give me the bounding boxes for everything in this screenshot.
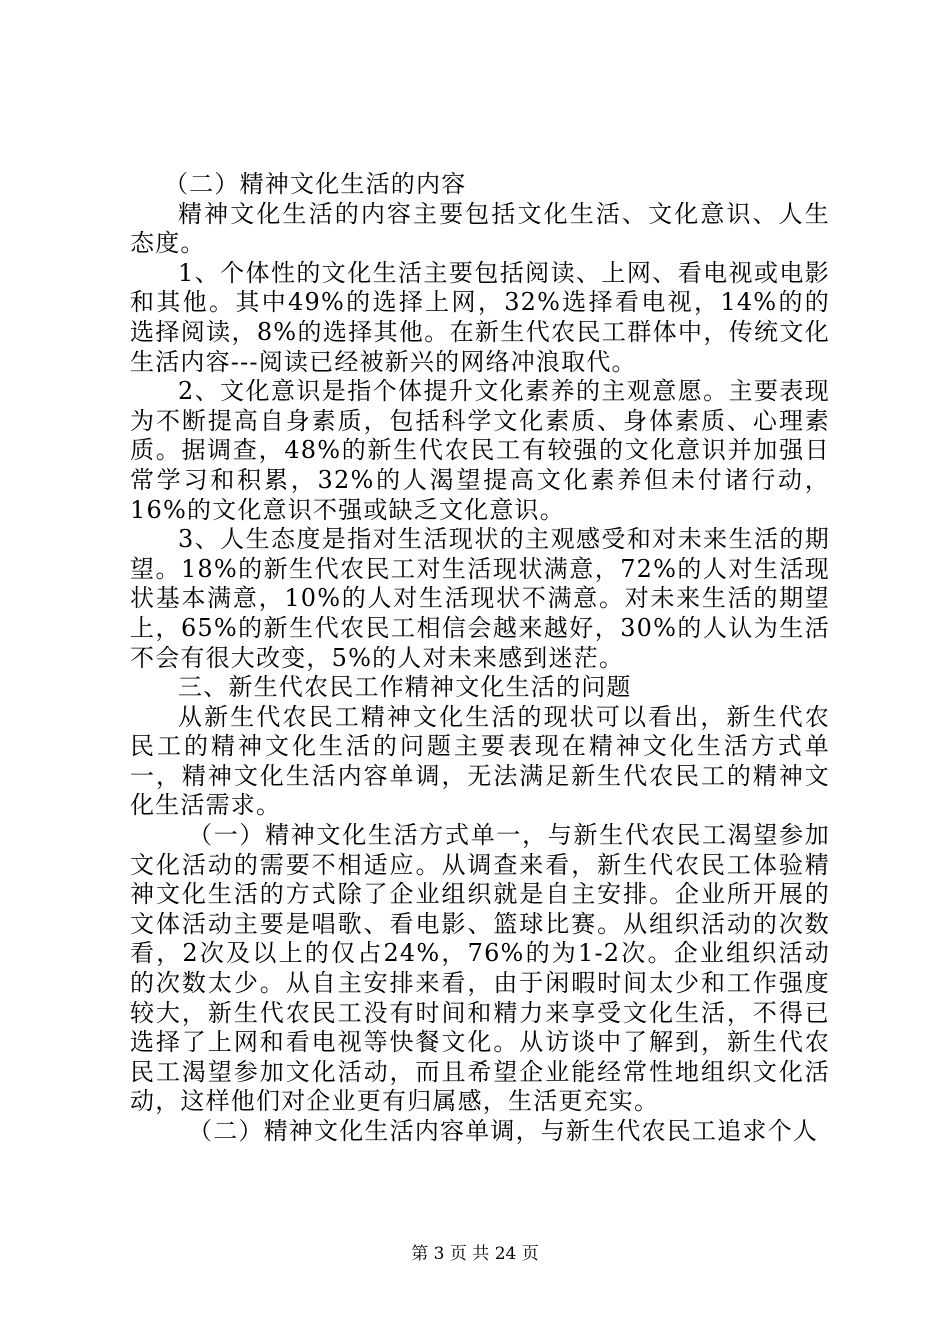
paragraph-item-3: 3、人生态度是指对生活现状的主观感受和对未来生活的期望。18%的新生代农民工对生活现状满意，72%的人对生活现状基本满意，10%的人对生活现状不满意。对未来生活的期望上，65%的新生代农民工相信会越来越好，30%的人认为生活不会有很大改变，5%的人对未来感到迷茫。 (130, 525, 830, 672)
paragraph-problems-summary: 从新生代农民工精神文化生活的现状可以看出，新生代农民工的精神文化生活的问题主要表现在精神文化生活方式单一，精神文化生活内容单调，无法满足新生代农民工的精神文化生活需求。 (130, 702, 830, 820)
paragraph-item-1: 1、个体性的文化生活主要包括阅读、上网、看电视或电影和其他。其中49%的选择上网，32%选择看电视，14%的的选择阅读，8%的选择其他。在新生代农民工群体中，传统文化生活内容---阅读已经被新兴的网络冲浪取代。 (130, 258, 830, 376)
paragraph-intro: 精神文化生活的内容主要包括文化生活、文化意识、人生态度。 (130, 199, 830, 258)
section-heading-problems: 三、新生代农民工作精神文化生活的问题 (178, 673, 632, 702)
paragraph-item-2: 2、文化意识是指个体提升文化素养的主观意愿。主要表现为不断提高自身素质，包括科学文化素质、身体素质、心理素质。据调查，48%的新生代农民工有较强的文化意识并加强日常学习和积累，32%的人渴望提高文化素养但未付诸行动，16%的文化意识不强或缺乏文化意识。 (130, 377, 830, 524)
paragraph-problem-2: （二）精神文化生活内容单调，与新生代农民工追求个人 (188, 1117, 818, 1145)
section-heading-content: （二）精神文化生活的内容 (164, 170, 467, 198)
paragraph-problem-1: （一）精神文化生活方式单一，与新生代农民工渴望参加文化活动的需要不相适应。从调查来看，新生代农民工体验精神文化生活的方式除了企业组织就是自主安排。企业所开展的文体活动主要是唱歌、看电影、篮球比赛。从组织活动的次数看，2次及以上的仅占24%，76%的为1-2次。企业组织活动的次数太少。从自主安排来看，由于闲暇时间太少和工作强度较大，新生代农民工没有时间和精力来享受文化生活，不得已选择了上网和看电视等快餐文化。从访谈中了解到，新生代农民工渴望参加文化活动，而且希望企业能经常性地组织文化活动，这样他们对企业更有归属感，生活更充实。 (130, 821, 830, 1116)
document-body (130, 170, 830, 1147)
page-number-footer: 第 3 页 共 24 页 (411, 1244, 539, 1264)
